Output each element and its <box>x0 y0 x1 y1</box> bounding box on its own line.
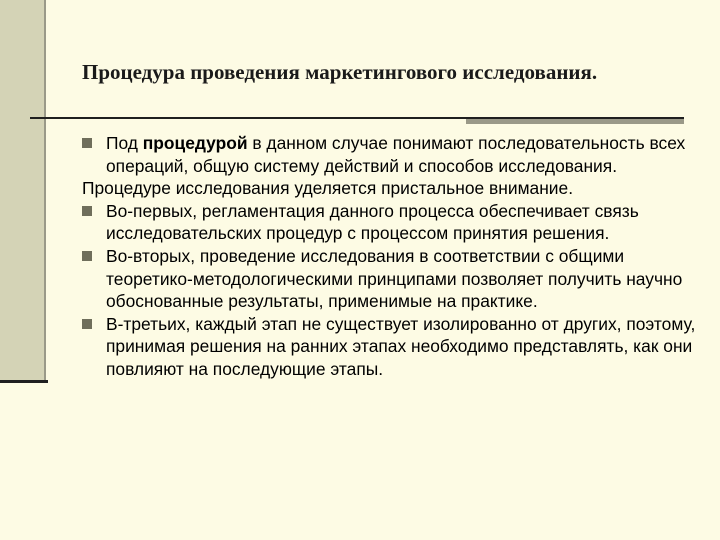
title-underline-accent <box>466 119 684 124</box>
bullet-text: Во-вторых, проведение исследования в соответствии с общими теоретико-методологическими принципами позволяет получить научно обоснованные результаты, применимые на практике. <box>106 245 683 312</box>
slide-title: Процедура проведения маркетингового исследования. <box>82 60 598 84</box>
bullet-item <box>82 132 702 177</box>
bullet-text: в данном случае понимают последовательность всех операций, общую систему действий и способов исследования. <box>106 133 686 176</box>
side-decor-rule <box>0 380 48 383</box>
bullet-item <box>82 313 702 381</box>
square-bullet-icon <box>82 319 92 329</box>
bullet-text: Во-первых, регламентация данного процесса обеспечивает связь исследовательских процедур с процессом принятия решения. <box>106 200 639 244</box>
bullet-text: Под <box>106 133 143 153</box>
side-decor-band <box>0 0 46 382</box>
bullet-text: В-третьих, каждый этап не существует изолированно от других, поэтому, принимая решения на ранних этапах необходимо представлять, как они повлияют на последующие этапы. <box>106 313 696 379</box>
slide-body <box>82 132 702 381</box>
bullet-item <box>82 200 702 245</box>
bullet-bold-term: процедурой <box>142 133 248 153</box>
plain-paragraph: Процедуре исследования уделяется пристальное внимание. <box>82 178 574 199</box>
square-bullet-icon <box>82 206 92 216</box>
square-bullet-icon <box>82 251 92 261</box>
bullet-item <box>82 245 702 313</box>
square-bullet-icon <box>82 138 92 148</box>
